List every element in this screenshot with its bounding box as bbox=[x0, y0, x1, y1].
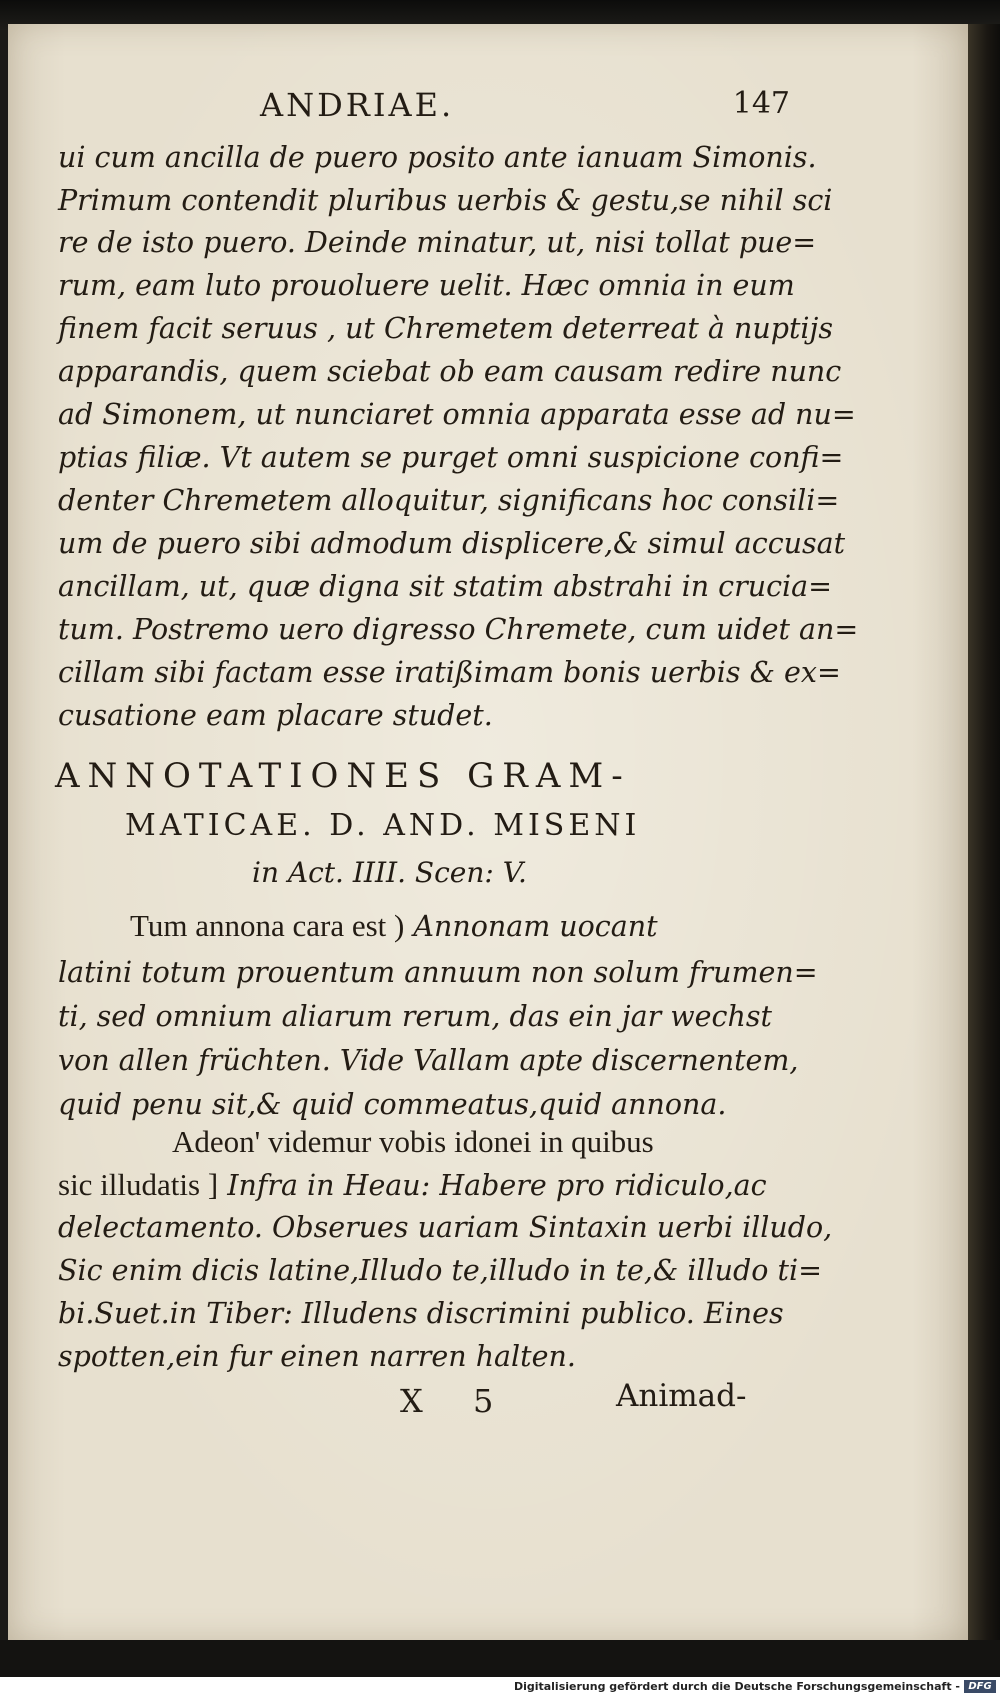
catchword: Animad- bbox=[616, 1378, 747, 1414]
annotation-line: Sic enim dicis latine,Illudo te,illudo in te,& illudo ti= bbox=[58, 1254, 822, 1287]
body-line: cillam sibi factam esse iratißimam bonis uerbis & ex= bbox=[58, 656, 841, 689]
page-header bbox=[260, 86, 790, 136]
body-line: um de puero sibi admodum displicere,& simul accusat bbox=[58, 527, 846, 560]
page-number: 147 bbox=[732, 86, 790, 121]
body-line: finem facit seruus , ut Chremetem deterreat à nuptijs bbox=[58, 312, 833, 345]
body-line: ptias filiæ. Vt autem se purget omni suspicione confi= bbox=[58, 441, 844, 474]
body-line: apparandis, quem sciebat ob eam causam redire nunc bbox=[58, 355, 842, 388]
scan-border-bottom bbox=[0, 1640, 1000, 1677]
annotation-line: latini totum prouentum annuum non solum frumen= bbox=[58, 956, 818, 989]
footer-credit: Digitalisierung gefördert durch die Deutsche Forschungsgemeinschaft - bbox=[513, 1680, 960, 1693]
body-line: Primum contendit pluribus uerbis & gestu,se nihil sci bbox=[58, 184, 833, 217]
annotation-text: Infra in Heau: Habere pro ridiculo,ac bbox=[227, 1169, 767, 1202]
annotation-first-line bbox=[58, 1165, 767, 1206]
annotation-lemma: Tum annona cara est ) bbox=[130, 908, 405, 943]
annotation-lemma: Adeon' videmur vobis idonei in quibus bbox=[172, 1124, 654, 1159]
running-title: ANDRIAE. bbox=[260, 86, 455, 124]
dfg-logo-icon[interactable]: DFG bbox=[964, 1680, 996, 1693]
body-line: ad Simonem, ut nunciaret omnia apparata esse ad nu= bbox=[58, 398, 856, 431]
page-edge-shadow bbox=[968, 24, 1000, 1640]
annotation-line: von allen früchten. Vide Vallam apte discernentem, bbox=[58, 1044, 799, 1077]
annotation-first-line bbox=[130, 906, 658, 947]
body-line: cusatione eam placare studet. bbox=[58, 699, 493, 732]
section-heading-line-1: ANNOTATIONES GRAM- bbox=[55, 756, 631, 796]
body-line: tum. Postremo uero digresso Chremete, cum uidet an= bbox=[58, 613, 859, 646]
body-line: denter Chremetem alloquitur, significans hoc consili= bbox=[58, 484, 840, 517]
annotation-lemma: sic illudatis ] bbox=[58, 1167, 219, 1202]
annotation-line: bi.Suet.in Tiber: Illudens discrimini publico. Eines bbox=[58, 1297, 784, 1330]
section-heading-line-3: in Act. IIII. Scen: V. bbox=[252, 856, 527, 889]
footer-bar bbox=[0, 1677, 1000, 1697]
body-line: rum, eam luto prouoluere uelit. Hæc omnia in eum bbox=[58, 269, 795, 302]
body-line: ancillam, ut, quæ digna sit statim abstrahi in crucia= bbox=[58, 570, 833, 603]
annotation-line: delectamento. Obserues uariam Sintaxin uerbi illudo, bbox=[58, 1211, 833, 1244]
body-line: re de isto puero. Deinde minatur, ut, nisi tollat pue= bbox=[58, 226, 817, 259]
annotation-line: quid penu sit,& quid commeatus,quid annona. bbox=[58, 1088, 727, 1121]
annotation-text: Annonam uocant bbox=[413, 910, 658, 943]
section-heading-line-2: MATICAE. D. AND. MISENI bbox=[125, 808, 641, 843]
annotation-line: spotten,ein fur einen narren halten. bbox=[58, 1340, 576, 1373]
body-line: ui cum ancilla de puero posito ante ianuam Simonis. bbox=[58, 141, 817, 174]
signature-mark: X 5 bbox=[400, 1382, 514, 1420]
annotation-line: ti, sed omnium aliarum rerum, das ein jar wechst bbox=[58, 1000, 772, 1033]
